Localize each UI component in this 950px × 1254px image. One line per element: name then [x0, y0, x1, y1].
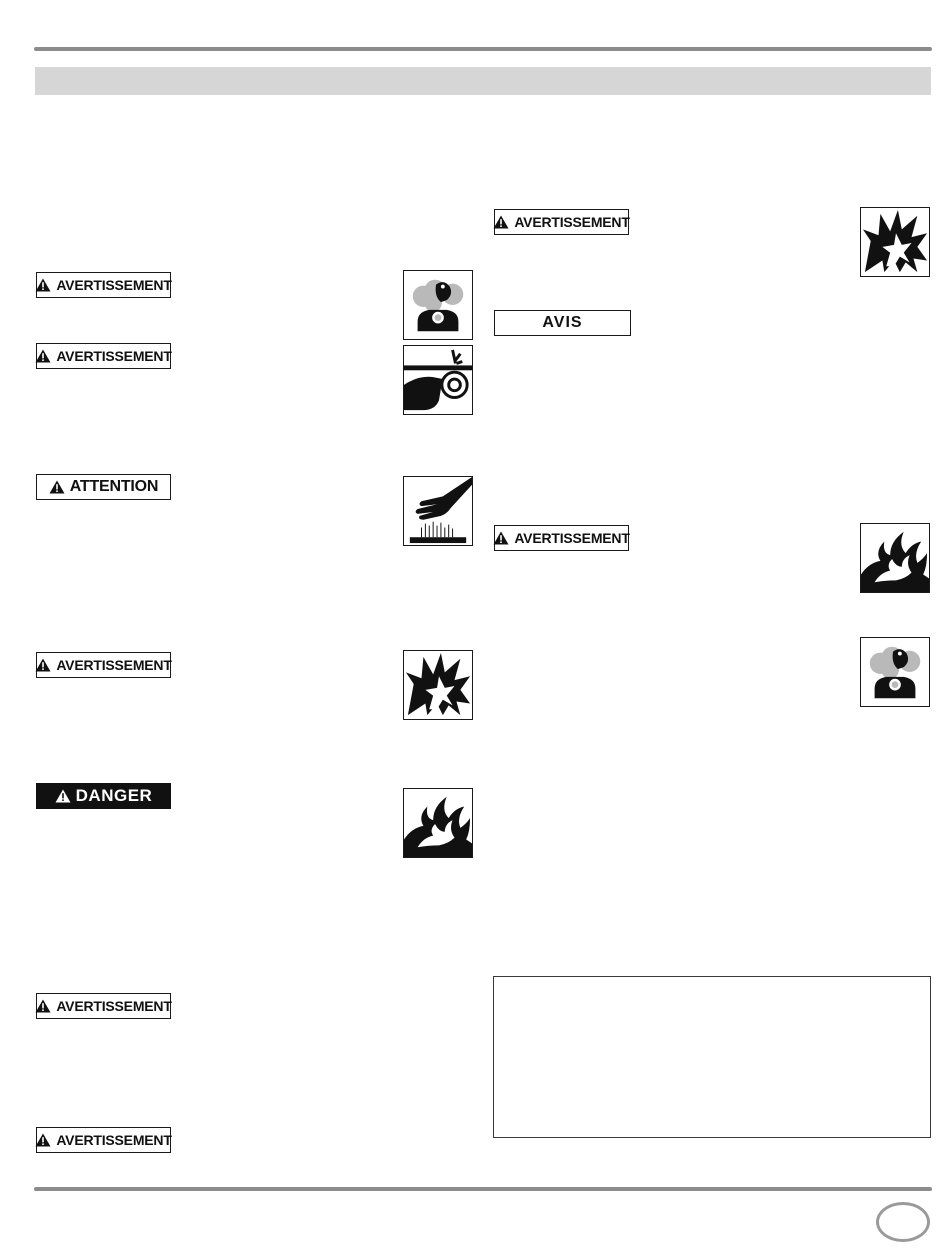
label-text: AVERTISSEMENT	[514, 530, 630, 546]
top-rule	[34, 47, 932, 51]
label-text: AVERTISSEMENT	[56, 998, 172, 1014]
toxic-fumes-icon	[860, 637, 930, 707]
warning-triangle-icon	[35, 1133, 51, 1147]
label-text: AVERTISSEMENT	[56, 277, 172, 293]
warning-triangle-icon	[493, 215, 509, 229]
label-text: AVERTISSEMENT	[56, 1132, 172, 1148]
attention-label	[36, 474, 171, 500]
warning-triangle-icon	[493, 531, 509, 545]
fire-icon	[860, 523, 930, 593]
warning-triangle-icon	[35, 658, 51, 672]
label-text: DANGER	[75, 786, 153, 805]
label-text: AVERTISSEMENT	[56, 348, 172, 364]
explosion-icon	[403, 650, 473, 720]
warning-label	[36, 652, 171, 678]
warning-label	[36, 993, 171, 1019]
bottom-rule	[34, 1187, 932, 1191]
danger-label	[36, 783, 171, 809]
warning-label	[36, 272, 171, 298]
warning-triangle-icon	[55, 789, 71, 803]
label-text: AVERTISSEMENT	[514, 214, 630, 230]
notice-label	[494, 310, 631, 336]
warning-triangle-icon	[35, 349, 51, 363]
notice-box	[493, 976, 931, 1138]
warning-triangle-icon	[35, 999, 51, 1013]
label-text: ATTENTION	[69, 478, 159, 495]
warning-triangle-icon	[35, 278, 51, 292]
label-text: AVIS	[542, 314, 583, 331]
warning-label	[494, 209, 629, 235]
warning-triangle-icon	[49, 480, 65, 494]
section-title-band	[35, 67, 931, 95]
warning-label	[36, 343, 171, 369]
warning-label	[494, 525, 629, 551]
page-number-badge	[876, 1202, 930, 1242]
hot-surface-icon	[403, 476, 473, 546]
label-text: AVERTISSEMENT	[56, 657, 172, 673]
explosion-icon	[860, 207, 930, 277]
warning-label	[36, 1127, 171, 1153]
rotating-parts-hand-icon	[403, 345, 473, 415]
fire-icon	[403, 788, 473, 858]
toxic-fumes-icon	[403, 270, 473, 340]
